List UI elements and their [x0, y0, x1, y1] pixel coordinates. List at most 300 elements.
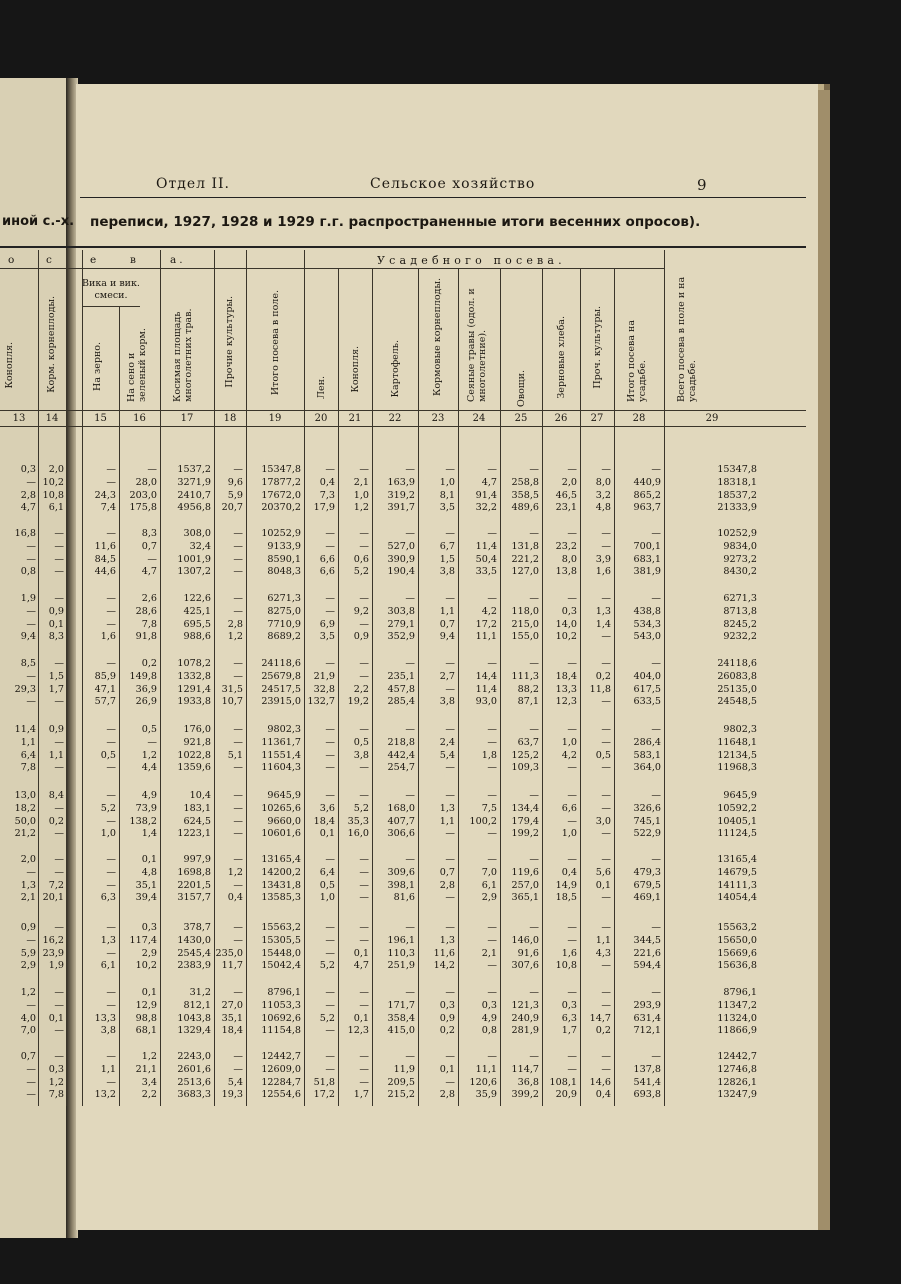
table-cell: — [445, 828, 455, 840]
left-cell: 1,5 [48, 670, 64, 682]
col-20-number: 20 [314, 413, 328, 424]
left-cell: 50,0 [14, 815, 36, 827]
table-cell: 25135,0 [717, 683, 757, 695]
table-cell: — [325, 762, 335, 774]
table-cell: 14,2 [433, 960, 455, 972]
table-cell: 1,2 [227, 631, 243, 643]
table-cell: 469,1 [633, 892, 661, 904]
table-cell: 8,3 [141, 528, 157, 539]
table-cell: 8275,0 [267, 605, 301, 617]
left-cell: — [54, 999, 64, 1011]
table-cell: 390,9 [387, 553, 415, 565]
table-cell: — [325, 1063, 335, 1075]
table-cell: 631,4 [633, 1012, 661, 1024]
table-cell: 5,1 [227, 749, 243, 761]
left-page-title: иной с.-х. [2, 214, 75, 229]
table-cell: — [359, 1063, 369, 1075]
table-cell: 10,7 [221, 696, 243, 708]
table-cell: 0,2 [595, 670, 611, 682]
table-cell: — [233, 802, 243, 814]
table-cell: 120,6 [469, 1076, 497, 1088]
table-cell: 11,8 [589, 683, 611, 695]
left-cell: — [54, 1025, 64, 1037]
table-row [0, 762, 901, 775]
table-cell: 1,0 [561, 828, 577, 840]
vika-group-header: Вика и вик. смеси. [82, 278, 140, 301]
col-24-number: 24 [472, 413, 486, 424]
table-cell: 15650,0 [717, 934, 757, 946]
table-cell: 11968,3 [717, 762, 757, 774]
table-cell: — [233, 790, 243, 801]
table-cell: 235,1 [387, 670, 415, 682]
table-cell: 10692,6 [261, 1012, 301, 1024]
table-cell: 3,5 [319, 631, 335, 643]
table-cell: 4,8 [141, 866, 157, 878]
table-cell: 15347,8 [261, 464, 301, 475]
table-cell: — [487, 593, 497, 604]
left-cell: 2,1 [20, 892, 36, 904]
table-cell: — [233, 815, 243, 827]
table-cell: 44,6 [94, 566, 116, 578]
col-23-header: Кормовые корнеплоды. [432, 278, 443, 397]
table-cell: 24517,5 [261, 683, 301, 695]
table-cell: 125,2 [511, 749, 539, 761]
table-cell: — [529, 528, 539, 539]
table-cell: 16,0 [347, 828, 369, 840]
left-cell: — [54, 1051, 64, 1062]
table-row [0, 816, 901, 829]
table-cell: 11,4 [475, 540, 497, 552]
table-cell: — [601, 854, 611, 865]
left-cell: 7,0 [20, 1025, 36, 1037]
col-29-number: 29 [705, 413, 719, 424]
table-cell: 5,2 [353, 566, 369, 578]
table-cell: 8796,1 [723, 987, 757, 998]
table-row [0, 948, 901, 961]
table-cell: 6,6 [561, 802, 577, 814]
table-cell: 1,0 [319, 892, 335, 904]
table-cell: — [233, 528, 243, 539]
table-cell: 4,8 [595, 502, 611, 514]
table-cell: 32,2 [475, 502, 497, 514]
table-cell: — [651, 790, 661, 801]
table-cell: 14111,3 [717, 879, 757, 891]
table-cell: — [601, 922, 611, 933]
table-cell: 1,3 [100, 934, 116, 946]
table-cell: — [106, 593, 116, 604]
table-cell: 18,4 [313, 815, 335, 827]
table-cell: 293,9 [633, 999, 661, 1011]
table-cell: — [359, 934, 369, 946]
table-cell: 0,1 [319, 828, 335, 840]
table-cell: — [567, 922, 577, 933]
left-cell: — [54, 854, 64, 865]
table-cell: 15669,6 [717, 947, 757, 959]
table-cell: 3,4 [141, 1076, 157, 1088]
table-cell: 1359,6 [177, 762, 211, 774]
table-cell: — [405, 593, 415, 604]
table-cell: 13585,3 [261, 892, 301, 904]
table-cell: 11361,7 [261, 736, 301, 748]
left-cell: — [26, 540, 36, 552]
table-cell: 18537,2 [717, 489, 757, 501]
table-cell: 10,2 [135, 960, 157, 972]
table-cell: 1332,8 [177, 670, 211, 682]
table-row [0, 684, 901, 697]
table-cell: 1,4 [595, 618, 611, 630]
table-cell: 1,4 [141, 828, 157, 840]
table-cell: 84,5 [94, 553, 116, 565]
table-cell: — [567, 790, 577, 801]
table-cell: 2,9 [481, 892, 497, 904]
left-cell: — [54, 828, 64, 840]
table-cell: 3683,3 [177, 1089, 211, 1101]
table-cell: 235,0 [215, 947, 243, 959]
table-cell: 398,1 [387, 879, 415, 891]
table-row [0, 922, 901, 935]
table-cell: 12442,7 [261, 1051, 301, 1062]
table-cell: 24118,6 [261, 658, 301, 669]
table-cell: — [106, 605, 116, 617]
table-cell: 35,3 [347, 815, 369, 827]
table-cell: 617,5 [633, 683, 661, 695]
table-cell: 98,8 [135, 1012, 157, 1024]
table-cell: 1537,2 [177, 464, 211, 475]
table-cell: 8796,1 [267, 987, 301, 998]
table-cell: 4,7 [481, 476, 497, 488]
table-cell: 479,3 [633, 866, 661, 878]
table-cell: 11347,2 [717, 999, 757, 1011]
table-cell: 11,7 [221, 960, 243, 972]
table-cell: 522,9 [633, 828, 661, 840]
table-cell: 254,7 [387, 762, 415, 774]
table-cell: — [445, 1051, 455, 1062]
table-cell: — [651, 1051, 661, 1062]
table-cell: — [601, 1063, 611, 1075]
table-cell: 12826,1 [717, 1076, 757, 1088]
left-cell: — [54, 528, 64, 539]
col-25-number: 25 [514, 413, 528, 424]
table-row [0, 935, 901, 948]
table-cell: 415,0 [387, 1025, 415, 1037]
table-cell: — [405, 658, 415, 669]
table-cell: 0,3 [439, 999, 455, 1011]
table-cell: 286,4 [633, 736, 661, 748]
table-cell: — [233, 593, 243, 604]
table-cell: — [405, 854, 415, 865]
table-cell: — [487, 960, 497, 972]
table-cell: 9,6 [227, 476, 243, 488]
table-cell: 175,8 [129, 502, 157, 514]
table-cell: 17,2 [313, 1089, 335, 1101]
table-cell: — [325, 724, 335, 735]
table-cell: — [405, 987, 415, 998]
col-17-header: Косимая площадь многолетних трав. [172, 308, 194, 402]
table-cell: — [601, 464, 611, 475]
table-cell: 381,9 [633, 566, 661, 578]
table-cell: — [445, 658, 455, 669]
table-row [0, 528, 901, 541]
left-cell: 0,3 [48, 1063, 64, 1075]
left-cell: 0,3 [20, 464, 36, 475]
table-cell: 258,8 [511, 476, 539, 488]
table-cell: 2601,6 [177, 1063, 211, 1075]
left-cell: 8,4 [48, 790, 64, 801]
col-27-number: 27 [590, 413, 604, 424]
table-cell: — [487, 736, 497, 748]
col-21-header: Конопля. [350, 346, 361, 393]
table-row [0, 502, 901, 515]
table-cell: 1001,9 [177, 553, 211, 565]
table-cell: 12554,6 [261, 1089, 301, 1101]
table-cell: 20,7 [221, 502, 243, 514]
table-cell: 14054,4 [717, 892, 757, 904]
table-cell: 11,4 [475, 683, 497, 695]
left-cell: 1,2 [20, 987, 36, 998]
left-cell: 4,7 [20, 502, 36, 514]
table-cell: — [325, 1025, 335, 1037]
table-cell: 0,4 [595, 1089, 611, 1101]
table-cell: 1078,2 [177, 658, 211, 669]
table-cell: 583,1 [633, 749, 661, 761]
col-15-header: На зерно. [92, 342, 103, 391]
table-cell: 218,8 [387, 736, 415, 748]
table-cell: 1,2 [141, 749, 157, 761]
table-cell: — [445, 528, 455, 539]
col-26-number: 26 [554, 413, 568, 424]
table-cell: — [445, 987, 455, 998]
table-cell: 3,8 [439, 696, 455, 708]
table-row [0, 1051, 901, 1064]
table-cell: 344,5 [633, 934, 661, 946]
table-cell: 11,6 [433, 947, 455, 959]
table-cell: — [567, 762, 577, 774]
table-cell: 18,4 [221, 1025, 243, 1037]
left-cell: — [54, 736, 64, 748]
table-cell: 0,6 [353, 553, 369, 565]
left-cell: — [26, 1076, 36, 1088]
table-cell: 12,3 [347, 1025, 369, 1037]
table-cell: — [106, 790, 116, 801]
left-cell: 0,2 [48, 815, 64, 827]
table-cell: 0,1 [141, 854, 157, 865]
table-cell: 1,1 [595, 934, 611, 946]
table-cell: 9645,9 [267, 790, 301, 801]
table-cell: — [325, 987, 335, 998]
table-cell: 1,1 [439, 605, 455, 617]
page-number: 9 [697, 176, 708, 194]
left-cell: — [26, 934, 36, 946]
left-cell: — [26, 476, 36, 488]
table-cell: — [487, 1051, 497, 1062]
table-cell: 5,2 [100, 802, 116, 814]
table-cell: — [233, 670, 243, 682]
table-cell: 4956,8 [177, 502, 211, 514]
col-18-number: 18 [223, 413, 237, 424]
table-cell: — [651, 464, 661, 475]
table-cell: — [233, 879, 243, 891]
table-cell: 10,2 [555, 631, 577, 643]
table-cell: 11648,1 [717, 736, 757, 748]
table-cell: — [325, 947, 335, 959]
table-cell: 594,4 [633, 960, 661, 972]
table-cell: — [359, 593, 369, 604]
table-row [0, 790, 901, 803]
table-cell: 138,2 [129, 815, 157, 827]
left-cell: — [54, 540, 64, 552]
table-cell: 0,9 [353, 631, 369, 643]
table-cell: 108,1 [549, 1076, 577, 1088]
table-cell: 365,1 [511, 892, 539, 904]
table-cell: 9834,0 [723, 540, 757, 552]
col-24-header: Сеяные травы (одол. и многолетние). [466, 288, 488, 402]
table-cell: 0,3 [481, 999, 497, 1011]
table-cell: — [601, 631, 611, 643]
group-field-a: а. [170, 254, 186, 266]
left-cell: — [26, 1063, 36, 1075]
table-cell: 5,4 [227, 1076, 243, 1088]
table-cell: — [487, 987, 497, 998]
table-cell: 6,3 [100, 892, 116, 904]
table-cell: 1,2 [141, 1051, 157, 1062]
table-cell: — [325, 605, 335, 617]
table-cell: 10265,6 [261, 802, 301, 814]
table-cell: — [233, 540, 243, 552]
table-cell: 6,6 [319, 566, 335, 578]
left-cell: — [26, 553, 36, 565]
table-cell: — [567, 987, 577, 998]
table-cell: 963,7 [633, 502, 661, 514]
table-cell: 127,0 [511, 566, 539, 578]
table-cell: — [487, 790, 497, 801]
table-cell: 199,2 [511, 828, 539, 840]
table-cell: — [651, 922, 661, 933]
table-cell: 17,2 [475, 618, 497, 630]
table-cell: — [233, 1051, 243, 1062]
table-row [0, 867, 901, 880]
table-cell: 303,8 [387, 605, 415, 617]
table-row [0, 671, 901, 684]
table-cell: 1,8 [481, 749, 497, 761]
table-cell: 2,8 [439, 879, 455, 891]
table-cell: — [405, 1051, 415, 1062]
table-cell: — [601, 736, 611, 748]
table-cell: 10601,6 [261, 828, 301, 840]
table-cell: 14679,5 [717, 866, 757, 878]
table-cell: 0,4 [319, 476, 335, 488]
table-cell: 404,0 [633, 670, 661, 682]
table-cell: 7,3 [319, 489, 335, 501]
table-cell: 9,2 [353, 605, 369, 617]
left-cell: 6,4 [20, 749, 36, 761]
table-row [0, 1013, 901, 1026]
col-13-header: Конопля. [4, 342, 15, 389]
table-cell: 27,0 [221, 999, 243, 1011]
table-row [0, 696, 901, 709]
table-cell: — [487, 828, 497, 840]
table-cell: — [325, 658, 335, 669]
table-cell: — [445, 1076, 455, 1088]
col-15-number: 15 [94, 413, 107, 424]
table-cell: 18318,1 [717, 476, 757, 488]
table-cell: 23,2 [555, 540, 577, 552]
table-cell: 13165,4 [261, 854, 301, 865]
col-29-header: Всего посева в поле и на усадьбе. [676, 276, 698, 402]
table-cell: 6,1 [481, 879, 497, 891]
table-cell: — [325, 790, 335, 801]
table-row [0, 987, 901, 1000]
table-cell: 9133,9 [267, 540, 301, 552]
table-cell: 2,8 [227, 618, 243, 630]
table-cell: — [147, 553, 157, 565]
table-cell: — [601, 724, 611, 735]
left-cell: 1,9 [20, 593, 36, 604]
table-cell: 358,4 [387, 1012, 415, 1024]
table-cell: 190,4 [387, 566, 415, 578]
table-cell: 0,4 [561, 866, 577, 878]
table-cell: — [106, 866, 116, 878]
table-cell: 319,2 [387, 489, 415, 501]
table-cell: — [567, 815, 577, 827]
table-cell: 3,9 [595, 553, 611, 565]
table-cell: 163,9 [387, 476, 415, 488]
table-cell: — [233, 464, 243, 475]
table-cell: 119,6 [511, 866, 539, 878]
table-cell: 4,3 [595, 947, 611, 959]
table-cell: 5,2 [353, 802, 369, 814]
col-13-number: 13 [12, 413, 26, 424]
table-cell: — [567, 854, 577, 865]
table-cell: 14,6 [589, 1076, 611, 1088]
table-cell: — [325, 540, 335, 552]
table-cell: 23915,0 [261, 696, 301, 708]
table-cell: 2383,9 [177, 960, 211, 972]
table-cell: 9,4 [439, 631, 455, 643]
table-cell: 3271,9 [177, 476, 211, 488]
group-homestead: Усадебного посева. [377, 254, 566, 267]
left-cell: 0,1 [48, 1012, 64, 1024]
table-cell: 12442,7 [717, 1051, 757, 1062]
table-cell: — [233, 762, 243, 774]
col-14-header: Корм. корнеплоды. [46, 296, 57, 393]
col-22-header: Картофель. [390, 340, 401, 398]
table-cell: 7,5 [481, 802, 497, 814]
table-cell: 179,4 [511, 815, 539, 827]
col-16-number: 16 [133, 413, 146, 424]
table-cell: 7710,9 [267, 618, 301, 630]
table-cell: — [567, 658, 577, 669]
table-cell: 19,2 [347, 696, 369, 708]
table-cell: 988,6 [183, 631, 211, 643]
left-cell: 4,0 [20, 1012, 36, 1024]
table-cell: 0,1 [353, 1012, 369, 1024]
table-cell: 73,9 [135, 802, 157, 814]
table-row [0, 1064, 901, 1077]
table-cell: 0,4 [227, 892, 243, 904]
table-cell: — [106, 1076, 116, 1088]
table-cell: 4,9 [481, 1012, 497, 1024]
table-cell: 700,1 [633, 540, 661, 552]
table-cell: — [405, 464, 415, 475]
table-cell: — [487, 762, 497, 774]
table-cell: — [106, 658, 116, 669]
table-cell: — [233, 658, 243, 669]
table-row [0, 960, 901, 973]
table-cell: 0,3 [141, 922, 157, 933]
table-cell: — [445, 892, 455, 904]
table-cell: 11,9 [393, 1063, 415, 1075]
section-label: Отдел II. [156, 176, 230, 192]
